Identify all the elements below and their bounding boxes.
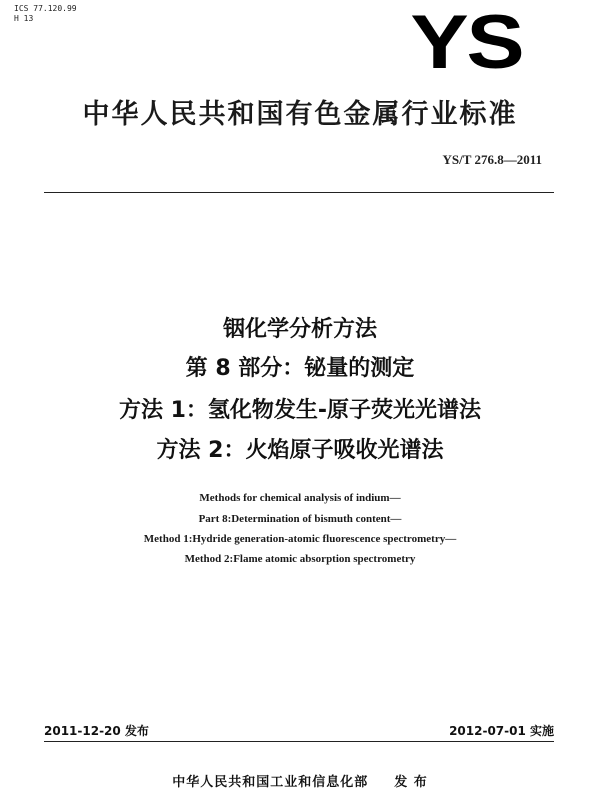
issue-date: 2011-12-20 发布: [44, 724, 149, 738]
issuer-line: [0, 771, 600, 790]
ys-logo: YS: [410, 0, 522, 85]
ccs-code: H 13: [14, 14, 34, 23]
bottom-divider: [44, 741, 554, 742]
title-en-line3: Method 1:Hydride generation-atomic fluorescence spectrometry—: [143, 533, 457, 545]
title-en-line4: Method 2:Flame atomic absorption spectrometry: [184, 553, 416, 565]
title-cn-line1: 铟化学分析方法: [222, 317, 377, 342]
title-en-line1: Methods for chemical analysis of indium—: [199, 492, 401, 504]
title-en-line2: Part 8:Determination of bismuth content—: [198, 513, 402, 525]
standard-number: YS/T 276.8—2011: [442, 152, 542, 167]
implementation-date: 2012-07-01 实施: [449, 724, 554, 738]
org-title: 中华人民共和国有色金属行业标准: [82, 99, 518, 130]
ics-code: ICS 77.120.99: [14, 4, 77, 13]
title-cn-line3: 方法 1：氢化物发生-原子荧光光谱法: [118, 398, 482, 423]
issuer-name: 中华人民共和国工业和信息化部: [172, 775, 369, 790]
classification-codes: [14, 4, 77, 24]
title-cn-line2: 第 8 部分：铋量的测定: [185, 356, 415, 381]
issuer-action: 发 布: [394, 775, 428, 790]
title-cn-line4: 方法 2：火焰原子吸收光谱法: [156, 438, 444, 463]
top-divider: [44, 192, 554, 193]
